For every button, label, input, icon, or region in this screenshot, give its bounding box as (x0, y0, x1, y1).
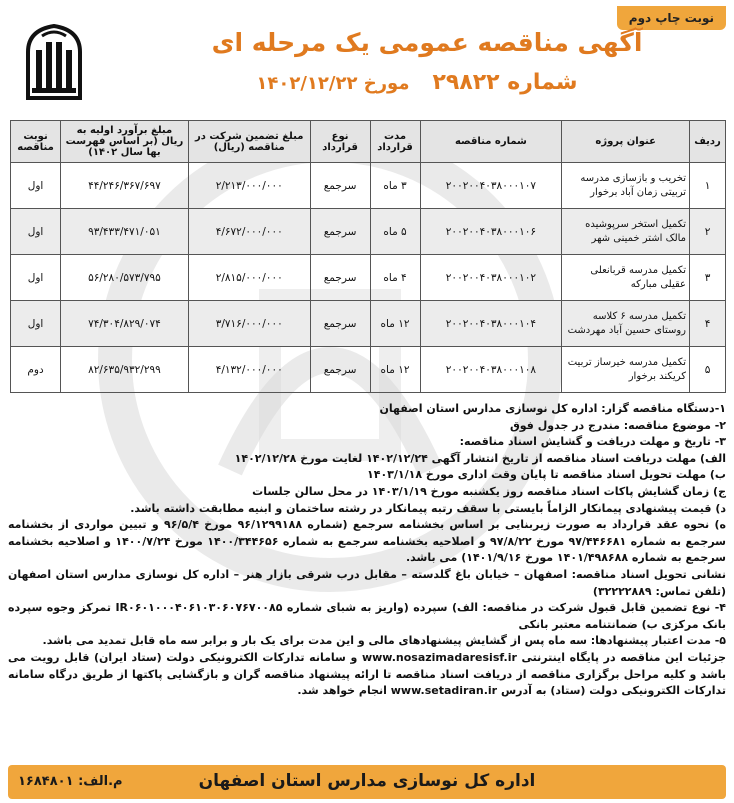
cell-estimate: ۷۴/۳۰۴/۸۲۹/۰۷۴ (61, 301, 189, 347)
cell-tender-number: ۲۰۰۲۰۰۴۰۳۸۰۰۰۱۰۴ (420, 301, 562, 347)
col-header-project: عنوان پروژه (562, 121, 690, 163)
clause-details: جزئیات این مناقصه در پایگاه اینترنتی www.nosazimadaresisf.ir و سامانه تدارکات الکترونیکی دولت (ستاد ایران) قابل رویت می باشد و کلیه مراحل برگزاری مناقصه از دریافت اسناد مناقصه تا ارائه پیشنهاد مناقصه گران و بازگشایی پاکتها از طریق درگاه سامانه تدارکات الکترونیکی دولت (ستاد) به آدرس www.setadiran.ir انجام خواهد شد. (8, 650, 726, 698)
cell-tender-number: ۲۰۰۲۰۰۴۰۳۸۰۰۰۱۰۸ (420, 347, 562, 393)
col-header-guarantee: مبلغ تضمین شرکت در مناقصه (ریال) (188, 121, 310, 163)
cell-duration: ۵ ماه (370, 209, 420, 255)
cell-turn: اول (11, 301, 61, 347)
cell-project: تکمیل استخر سرپوشیده مالک اشتر خمینی شهر (562, 209, 690, 255)
cell-estimate: ۸۲/۶۳۵/۹۳۲/۲۹۹ (61, 347, 189, 393)
cell-guarantee: ۲/۲۱۳/۰۰۰/۰۰۰ (188, 163, 310, 209)
cell-guarantee: ۴/۱۳۲/۰۰۰/۰۰۰ (188, 347, 310, 393)
footer-code: م.الف: ۱۶۸۴۸۰۱ (18, 774, 123, 789)
notice-header (8, 6, 726, 116)
clause-guarantee: ۴- نوع تضمین قابل قبول شرکت در مناقصه: الف) سپرده (واریز به شبای شماره IR۰۶۰۱۰۰۰۴۰۶۱۰۳۰۶۰۷۶۷۰۰۸۵ تمرکز وجوه سپرده بانک مرکزی ب) ضمانتنامه معتبر بانکی (8, 601, 726, 631)
cell-duration: ۴ ماه (370, 255, 420, 301)
cell-tender-number: ۲۰۰۲۰۰۴۰۳۸۰۰۰۱۰۲ (420, 255, 562, 301)
notice-title: آگهی مناقصه عمومی یک مرحله ای (211, 28, 643, 57)
clause-subject: ۲- موضوع مناقصه: مندرج در جدول فوق (509, 418, 726, 432)
cell-duration: ۱۲ ماه (370, 347, 420, 393)
cell-contract-type: سرجمع (310, 255, 370, 301)
ministry-logo-icon (22, 22, 86, 102)
table-row (11, 347, 726, 393)
cell-tender-number: ۲۰۰۲۰۰۴۰۳۸۰۰۰۱۰۶ (420, 209, 562, 255)
cell-contract-type: سرجمع (310, 163, 370, 209)
table-header-row (11, 121, 726, 163)
cell-project: تخریب و بازسازی مدرسه تربیتی زمان آباد برخوار (562, 163, 690, 209)
cell-estimate: ۴۴/۲۴۶/۳۶۷/۶۹۷ (61, 163, 189, 209)
col-header-contract-type: نوع قرارداد (310, 121, 370, 163)
clause-validity: ۵- مدت اعتبار پیشنهادها: سه ماه پس از گشایش پیشنهادهای مالی و این مدت برای یک بار و برابر سه ماه قابل تمدید می باشد. (42, 634, 726, 648)
cell-row: ۳ (690, 255, 726, 301)
cell-row: ۲ (690, 209, 726, 255)
col-header-duration: مدت قرارداد (370, 121, 420, 163)
cell-turn: اول (11, 163, 61, 209)
edition-badge: نوبت چاپ دوم (617, 6, 726, 30)
clause-address: نشانی تحویل اسناد مناقصه: اصفهان – خیابان باغ گلدسته – مقابل درب شرقی بازار هنر – اداره کل نوسازی مدارس استان اصفهان (تلفن تماس: ۳۲۲۲۲۸۸۹) (8, 567, 726, 598)
table-row (11, 163, 726, 209)
cell-turn: اول (11, 255, 61, 301)
clause-dates-c: ج) زمان گشایش پاکات اسناد مناقصه روز یکشنبه مورخ ۱۴۰۳/۱/۱۹ در محل سالن جلسات (252, 484, 726, 498)
cell-duration: ۳ ماه (370, 163, 420, 209)
clause-dates-a: الف) مهلت دریافت اسناد مناقصه از تاریخ انتشار آگهی ۱۴۰۲/۱۲/۲۴ لغایت مورخ ۱۴۰۲/۱۲/۲۸ (234, 451, 726, 465)
cell-turn: دوم (11, 347, 61, 393)
clause-dates-d: د) قیمت پیشنهادی پیمانکار الزاماً بایستی با سقف رتبه پیمانکار در رشته ساختمان و ابنیه مطابقت داشته باشد. (130, 501, 726, 515)
cell-project: تکمیل مدرسه خیرساز تربیت کریکند برخوار (562, 347, 690, 393)
col-header-estimate: مبلغ برآورد اولیه به ریال (بر اساس فهرست بها سال ۱۴۰۲) (61, 121, 189, 163)
cell-tender-number: ۲۰۰۲۰۰۴۰۳۸۰۰۰۱۰۷ (420, 163, 562, 209)
date-label: مورخ ۱۴۰۲/۱۲/۲۲ (256, 73, 410, 94)
table-row (11, 255, 726, 301)
cell-project: تکمیل مدرسه ۶ کلاسه روستای حسین آباد مهردشت (562, 301, 690, 347)
cell-contract-type: سرجمع (310, 347, 370, 393)
clause-dates-e: ه) نحوه عقد قرارداد به صورت زیربنایی بر اساس بخشنامه سرجمع (شماره ۹۶/۱۲۹۹۱۸۸ مورخ ۹۶/۵/۴ و تبیین مواردی از بخشنامه سرجمع به شماره ۹۷/۴۴۶۶۸۱ مورخ ۹۷/۸/۲۲ و اصلاحیه بخشنامه سرجمع به شماره ۱۴۰۰/۳۴۴۶۵۶ مورخ ۱۴۰۰/۷/۲۴ و اصلاحیه بخشنامه سرجمع به شماره ۱۴۰۱/۴۹۸۶۸۸ مورخ ۱۴۰۱/۹/۱۶) می باشد. (8, 518, 726, 565)
col-header-row: ردیف (690, 121, 726, 163)
table-row (11, 301, 726, 347)
table-row (11, 209, 726, 255)
cell-estimate: ۹۳/۴۳۳/۴۷۱/۰۵۱ (61, 209, 189, 255)
cell-guarantee: ۲/۸۱۵/۰۰۰/۰۰۰ (188, 255, 310, 301)
cell-row: ۵ (690, 347, 726, 393)
cell-estimate: ۵۶/۲۸۰/۵۷۳/۷۹۵ (61, 255, 189, 301)
cell-contract-type: سرجمع (310, 209, 370, 255)
cell-turn: اول (11, 209, 61, 255)
footer-organization: اداره کل نوسازی مدارس استان اصفهان (198, 771, 536, 791)
tender-table (10, 120, 726, 393)
clause-dates-b: ب) مهلت تحویل اسناد مناقصه تا پایان وقت اداری مورخ ۱۴۰۳/۱/۱۸ (367, 468, 726, 482)
cell-duration: ۱۲ ماه (370, 301, 420, 347)
col-header-turn: نوبت مناقصه (11, 121, 61, 163)
footer-band (8, 765, 726, 799)
cell-row: ۴ (690, 301, 726, 347)
clause-organizer: ۱-دستگاه مناقصه گزار: اداره کل نوسازی مدارس استان اصفهان (379, 402, 726, 415)
cell-row: ۱ (690, 163, 726, 209)
notice-body (8, 401, 726, 700)
col-header-tender-number: شماره مناقصه (420, 121, 562, 163)
cell-guarantee: ۴/۶۷۲/۰۰۰/۰۰۰ (188, 209, 310, 255)
clause-dates: ۳- تاریخ و مهلت دریافت و گشایش اسناد مناقصه: (459, 435, 726, 449)
notice-number (108, 70, 726, 95)
cell-project: تکمیل مدرسه قربانعلی عقیلی مبارکه (562, 255, 690, 301)
cell-contract-type: سرجمع (310, 301, 370, 347)
number-label: شماره ۲۹۸۲۲ (432, 70, 578, 95)
cell-guarantee: ۳/۷۱۶/۰۰۰/۰۰۰ (188, 301, 310, 347)
